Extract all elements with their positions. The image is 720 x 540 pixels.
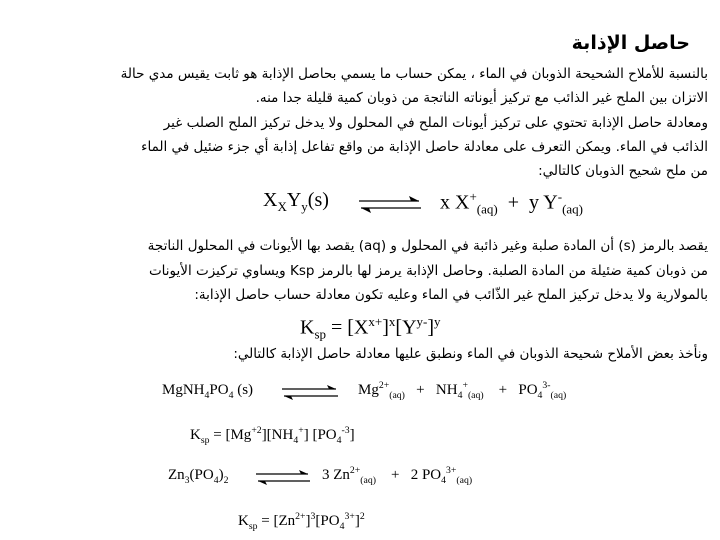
equation-3-reactant: $Zn_3(PO_4)_2$: [168, 467, 229, 486]
equation-1-reactant: $X_XY_y(s)$: [263, 189, 329, 214]
paragraph-line: من ذوبان كمية ضئيلة من المادة الصلبة. وحاصل الإذابة يرمز لها بالرمز Ksp ويساوي تركيزت الأيونات: [148, 263, 708, 279]
ksp-equation-1: $K_{sp} = [X^{x+}]^x[Y^{y-}]^y$: [300, 314, 441, 342]
equation-1-products: x $X^+_{(aq)} + y$ $Y^-_{(aq)}$: [440, 189, 583, 217]
equilibrium-arrow-icon: [278, 384, 342, 402]
ksp-equation-3: $K_{sp} = [Zn^{2+}]^3[PO_4^{3+}]^2$: [238, 511, 365, 532]
paragraph-line: من ملح شحيح الذوبان كالتالي:: [538, 163, 708, 179]
equilibrium-arrow-icon: [355, 195, 425, 215]
ksp-equation-2: $K_{sp} = [Mg^{+2}][NH_4^+]$ $[PO_4^{-3}]$: [190, 425, 355, 446]
paragraph-line: ومعادلة حاصل الإذابة تحتوي على تركيز أيونات الملح في المحلول ولا يدخل تركيز الملح الصلب غير: [163, 115, 708, 131]
paragraph-line: الذائب في الماء. ويمكن التعرف على معادلة حاصل الإذابة من واقع تفاعل إذابة أي جزء ضئيل في الماء: [141, 139, 708, 155]
equation-2-products: $Mg^{2+}_{(aq)}$ + $NH_4^+_{(aq)}$ + $PO_4^{3-}_{(aq)}$: [358, 380, 567, 401]
paragraph-line: ونأخذ بعض الأملاح شحيحة الذوبان في الماء ونطبق عليها معادلة حاصل الإذابة كالتالي:: [233, 346, 708, 362]
paragraph-line: بالمولارية ولا يدخل تركيز الملح غير الذّائب في الماء وعليه تكون معادلة حساب حاصل الإذابة:: [194, 287, 708, 303]
paragraph-line: الاتزان بين الملح غير الذائب مع تركيز أيوناته الناتجة من ذوبان كمية قليلة جدا منه.: [255, 90, 708, 106]
paragraph-line: بالنسبة للأملاح الشحيحة الذوبان في الماء ، يمكن حساب ما يسمي بحاصل الإذابة هو ثابت يقيس مدي حالة: [120, 66, 708, 82]
equation-2-reactant: $MgNH_4PO_4$ (s): [162, 382, 254, 401]
equilibrium-arrow-icon: [252, 469, 314, 487]
equation-3-products: 3 $Zn^{2+}_{(aq)}$ + 2 $PO_4^{3+}_{(aq)}$: [322, 465, 473, 486]
page-title: حاصل الإذابة: [571, 32, 690, 54]
paragraph-line: يقصد بالرمز (s) أن المادة صلبة وغير ذائبة في المحلول و (aq) يقصد بها الأيونات في المحلول الناتجة: [147, 238, 708, 254]
